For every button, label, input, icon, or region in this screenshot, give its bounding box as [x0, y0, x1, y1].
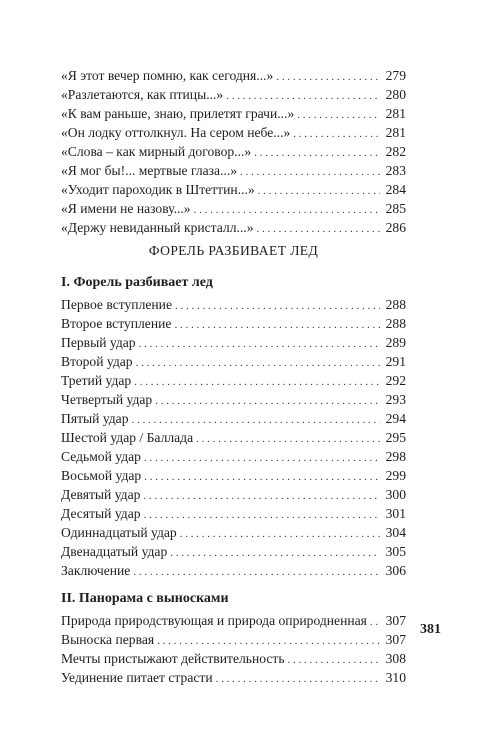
entry-page: 283 [385, 163, 406, 178]
leader-dots [276, 68, 380, 87]
entry-title: Десятый удар [61, 506, 141, 521]
leader-dots [258, 182, 380, 201]
toc-entry [61, 123, 406, 142]
leader-dots [134, 373, 380, 392]
entry-page: 286 [385, 220, 406, 235]
entry-title: «Я этот вечер помню, как сегодня...» [61, 68, 274, 83]
section-title: II. Панорама с выносками [61, 591, 229, 606]
entry-title: Двенадцатый удар [61, 544, 168, 559]
entry-page: 292 [385, 373, 406, 388]
leader-dots [139, 335, 380, 354]
toc-entry [61, 161, 406, 180]
leader-dots [288, 651, 380, 670]
entry-title: Седьмой удар [61, 449, 141, 464]
toc-entry [61, 466, 406, 485]
entry-page: 306 [385, 563, 406, 578]
entry-title: Второй удар [61, 354, 133, 369]
leader-dots [180, 525, 380, 544]
toc-entry [61, 390, 406, 409]
entry-page: 279 [385, 68, 406, 83]
toc-entry [61, 523, 406, 542]
entry-title: «Он лодку оттолкнул. На сером небе...» [61, 125, 291, 140]
leader-dots [196, 430, 380, 449]
toc-entry [61, 314, 406, 333]
toc-entry [61, 66, 406, 85]
entry-page: 304 [385, 525, 406, 540]
leader-dots [257, 220, 381, 239]
toc-entry [61, 542, 406, 561]
leader-dots [136, 354, 380, 373]
entry-page: 284 [385, 182, 406, 197]
toc-entry [61, 668, 406, 687]
entry-title: Природа природствующая и природа оприродненная [61, 613, 367, 628]
toc-part [61, 240, 406, 687]
toc-entry [61, 630, 406, 649]
entry-page: 291 [385, 354, 406, 369]
leader-dots [170, 544, 380, 563]
entry-page: 281 [385, 106, 406, 121]
entry-title: Девятый удар [61, 487, 141, 502]
entry-title: Четвертый удар [61, 392, 153, 407]
entry-page: 285 [385, 201, 406, 216]
toc-top-list [61, 66, 406, 237]
toc-entry [61, 218, 406, 237]
toc-entry [61, 611, 406, 630]
toc-entry [61, 180, 406, 199]
entry-title: «Слова – как мирный договор...» [61, 144, 252, 159]
toc-entry [61, 428, 406, 447]
entry-page: 307 [385, 613, 406, 628]
leader-dots [175, 297, 380, 316]
toc-entry [61, 649, 406, 668]
entry-title: «Я имени не назову...» [61, 201, 191, 216]
entry-page: 294 [385, 411, 406, 426]
entry-title: «Уходит пароходик в Штеттин...» [61, 182, 255, 197]
toc-entry [61, 371, 406, 390]
entry-title: Заключение [61, 563, 131, 578]
entry-page: 298 [385, 449, 406, 464]
toc-entry [61, 333, 406, 352]
entry-title: Первое вступление [61, 297, 172, 312]
leader-dots [144, 468, 380, 487]
toc-entry [61, 352, 406, 371]
toc-entry [61, 504, 406, 523]
leader-dots [216, 670, 380, 689]
leader-dots [133, 563, 380, 582]
toc-entry [61, 485, 406, 504]
entry-title: «Я мог бы!... мертвые глаза...» [61, 163, 238, 178]
leader-dots [254, 144, 380, 163]
entry-title: «Держу невиданный кристалл...» [61, 220, 254, 235]
entry-page: 307 [385, 632, 406, 647]
entry-page: 282 [385, 144, 406, 159]
entry-page: 280 [385, 87, 406, 102]
entry-page: 288 [385, 297, 406, 312]
entry-title: Выноска первая [61, 632, 155, 647]
toc-entry [61, 142, 406, 161]
leader-dots [297, 106, 380, 125]
toc-entry [61, 85, 406, 104]
entry-title: «Разлетаются, как птицы...» [61, 87, 224, 102]
entry-title: Пятый удар [61, 411, 129, 426]
part-title: ФОРЕЛЬ РАЗБИВАЕТ ЛЕД [148, 243, 319, 258]
entry-page: 305 [385, 544, 406, 559]
entry-page: 301 [385, 506, 406, 521]
leader-dots [174, 316, 380, 335]
entry-page: 281 [385, 125, 406, 140]
toc-entry [61, 199, 406, 218]
toc-entry [61, 447, 406, 466]
toc-entry [61, 409, 406, 428]
entry-page: 310 [385, 670, 406, 685]
toc-entry [61, 295, 406, 314]
entry-page: 300 [385, 487, 406, 502]
entry-page: 288 [385, 316, 406, 331]
entry-page: 289 [385, 335, 406, 350]
entry-page: 308 [385, 651, 406, 666]
leader-dots [240, 163, 380, 182]
leader-dots [293, 125, 380, 144]
entry-title: Уединение питает страсти [61, 670, 213, 685]
entry-title: Восьмой удар [61, 468, 142, 483]
entry-title: Второе вступление [61, 316, 172, 331]
entry-page: 299 [385, 468, 406, 483]
entry-page: 295 [385, 430, 406, 445]
leader-dots [144, 449, 380, 468]
leader-dots [370, 613, 380, 632]
toc-entry [61, 104, 406, 123]
entry-title: Одиннадцатый удар [61, 525, 177, 540]
leader-dots [143, 487, 380, 506]
leader-dots [155, 392, 380, 411]
entry-title: Первый удар [61, 335, 136, 350]
entry-title: Шестой удар / Баллада [61, 430, 194, 445]
toc-entry [61, 561, 406, 580]
page-number: 381 [420, 622, 441, 637]
section-title: I. Форель разбивает лед [61, 275, 213, 290]
entry-title: «К вам раньше, знаю, прилетят грачи...» [61, 106, 295, 121]
entry-title: Мечты пристыжают действительность [61, 651, 285, 666]
entry-title: Третий удар [61, 373, 132, 388]
entry-page: 293 [385, 392, 406, 407]
